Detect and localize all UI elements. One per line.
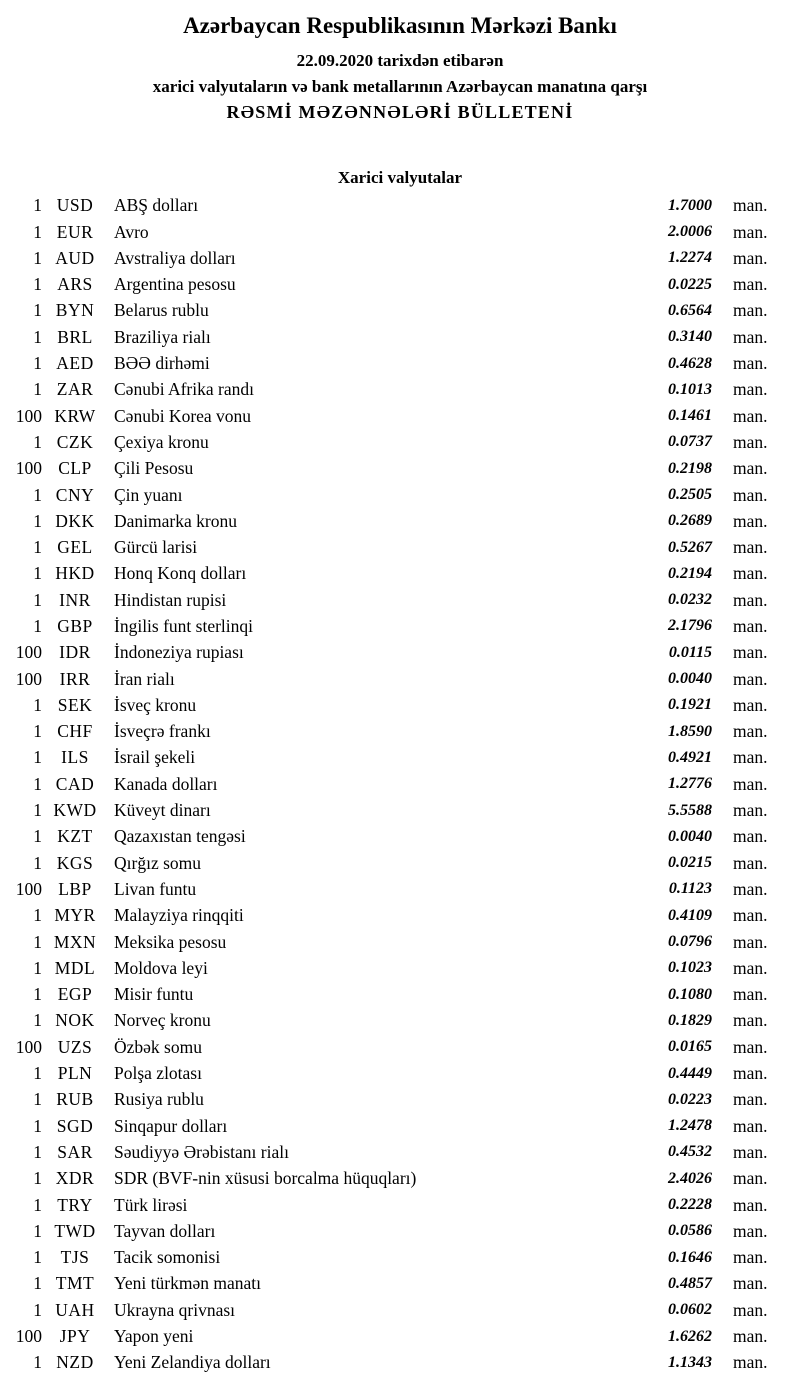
unit-cell: man. <box>733 431 768 452</box>
name-cell: Qazaxıstan tengəsi <box>114 826 246 847</box>
name-cell: Braziliya rialı <box>114 326 211 347</box>
unit-cell: man. <box>733 931 768 952</box>
table-row <box>0 1218 800 1244</box>
unit-cell: man. <box>733 1063 768 1084</box>
rate-cell: 2.4026 <box>668 1169 712 1187</box>
code-cell: XDR <box>55 1168 95 1189</box>
table-row <box>0 719 800 745</box>
table-row <box>0 1113 800 1139</box>
name-cell: Çili Pesosu <box>114 458 194 479</box>
qty-cell: 1 <box>33 300 42 321</box>
name-cell: ABŞ dolları <box>114 195 199 216</box>
page-title: Azərbaycan Respublikasının Mərkəzi Bankı <box>183 13 617 38</box>
table-row <box>0 850 800 876</box>
name-cell: Avro <box>114 221 149 242</box>
code-cell: CLP <box>58 458 92 479</box>
code-cell: CHF <box>57 721 93 742</box>
table-row <box>0 666 800 692</box>
qty-cell: 1 <box>33 484 42 505</box>
name-cell: Yeni türkmən manatı <box>114 1273 261 1294</box>
unit-cell: man. <box>733 1141 768 1162</box>
table-row <box>0 1166 800 1192</box>
unit-cell: man. <box>733 826 768 847</box>
qty-cell: 1 <box>33 247 42 268</box>
rate-cell: 0.4628 <box>668 354 712 372</box>
rate-cell: 0.2228 <box>668 1196 712 1214</box>
unit-cell: man. <box>733 195 768 216</box>
name-cell: Özbək somu <box>114 1036 202 1057</box>
table-row <box>0 1087 800 1113</box>
name-cell: Belarus rublu <box>114 300 209 321</box>
name-cell: Sinqapur dolları <box>114 1115 228 1136</box>
table-row <box>0 929 800 955</box>
qty-cell: 1 <box>33 1352 42 1373</box>
rate-cell: 0.0232 <box>668 591 712 609</box>
table-row <box>0 797 800 823</box>
unit-cell: man. <box>733 747 768 768</box>
name-cell: Ukrayna qrivnası <box>114 1299 236 1320</box>
table-row <box>0 508 800 534</box>
unit-cell: man. <box>733 800 768 821</box>
qty-cell: 1 <box>33 1063 42 1084</box>
unit-cell: man. <box>733 1247 768 1268</box>
name-cell: İran rialı <box>114 668 175 689</box>
code-cell: USD <box>56 195 94 216</box>
qty-cell: 1 <box>33 1273 42 1294</box>
name-cell: Tacik somonisi <box>114 1247 221 1268</box>
table-row <box>0 1297 800 1323</box>
unit-cell: man. <box>733 905 768 926</box>
code-cell: BRL <box>57 326 93 347</box>
unit-cell: man. <box>733 563 768 584</box>
unit-cell: man. <box>733 957 768 978</box>
rate-cell: 1.2776 <box>668 775 712 793</box>
rate-cell: 0.1123 <box>668 880 712 898</box>
rate-cell: 0.1461 <box>668 407 712 425</box>
unit-cell: man. <box>733 1036 768 1057</box>
table-row <box>0 1139 800 1165</box>
unit-cell: man. <box>733 247 768 268</box>
rate-cell: 0.4532 <box>668 1143 712 1161</box>
unit-cell: man. <box>733 1299 768 1320</box>
code-cell: EUR <box>56 221 94 242</box>
rate-cell: 0.0225 <box>668 275 712 293</box>
table-row <box>0 403 800 429</box>
qty-cell: 1 <box>33 221 42 242</box>
qty-cell: 100 <box>15 642 42 663</box>
rate-cell: 0.0165 <box>668 1038 712 1056</box>
name-cell: Honq Konq dolları <box>114 563 247 584</box>
qty-cell: 1 <box>33 852 42 873</box>
name-cell: İsveçrə frankı <box>114 721 211 742</box>
code-cell: GBP <box>57 615 93 636</box>
rate-cell: 5.5588 <box>668 801 712 819</box>
table-row <box>0 903 800 929</box>
rate-cell: 0.4449 <box>668 1064 712 1082</box>
table-row <box>0 824 800 850</box>
unit-cell: man. <box>733 221 768 242</box>
rate-cell: 0.0796 <box>668 933 712 951</box>
name-cell: Rusiya rublu <box>114 1089 204 1110</box>
name-cell: İngilis funt sterlinqi <box>114 615 254 636</box>
name-cell: Moldova leyi <box>114 957 208 978</box>
code-cell: TWD <box>54 1220 96 1241</box>
code-cell: PLN <box>57 1063 93 1084</box>
qty-cell: 1 <box>33 721 42 742</box>
table-row <box>0 1350 800 1376</box>
unit-cell: man. <box>733 353 768 374</box>
rate-cell: 1.1343 <box>668 1353 712 1371</box>
code-cell: GEL <box>57 537 93 558</box>
code-cell: ILS <box>61 747 89 768</box>
name-cell: İndoneziya rupiası <box>114 642 244 663</box>
unit-cell: man. <box>733 1115 768 1136</box>
qty-cell: 1 <box>33 773 42 794</box>
rate-cell: 0.1013 <box>668 380 712 398</box>
unit-cell: man. <box>733 537 768 558</box>
table-row <box>0 587 800 613</box>
code-cell: CAD <box>55 773 95 794</box>
code-cell: SGD <box>56 1115 94 1136</box>
code-cell: HKD <box>55 563 95 584</box>
qty-cell: 1 <box>33 510 42 531</box>
name-cell: Türk lirəsi <box>114 1194 188 1215</box>
qty-cell: 1 <box>33 1089 42 1110</box>
code-cell: TRY <box>57 1194 93 1215</box>
unit-cell: man. <box>733 878 768 899</box>
name-cell: Cənubi Korea vonu <box>114 405 252 426</box>
code-cell: EGP <box>57 984 93 1005</box>
table-row <box>0 456 800 482</box>
qty-cell: 1 <box>33 957 42 978</box>
rate-cell: 0.1080 <box>668 985 712 1003</box>
rate-cell: 0.0040 <box>668 827 712 845</box>
unit-cell: man. <box>733 852 768 873</box>
code-cell: UAH <box>55 1299 95 1320</box>
qty-cell: 1 <box>33 274 42 295</box>
qty-cell: 1 <box>33 589 42 610</box>
qty-cell: 1 <box>33 537 42 558</box>
table-row <box>0 1271 800 1297</box>
rate-cell: 0.1921 <box>668 696 712 714</box>
unit-cell: man. <box>733 615 768 636</box>
name-cell: Tayvan dolları <box>114 1220 216 1241</box>
name-cell: Kanada dolları <box>114 773 218 794</box>
qty-cell: 1 <box>33 1141 42 1162</box>
rate-cell: 0.2689 <box>668 512 712 530</box>
code-cell: NOK <box>55 1010 95 1031</box>
unit-cell: man. <box>733 773 768 794</box>
unit-cell: man. <box>733 379 768 400</box>
name-cell: İsrail şekeli <box>114 747 196 768</box>
name-cell: Çin yuanı <box>114 484 183 505</box>
rate-cell: 2.1796 <box>668 617 712 635</box>
code-cell: ARS <box>57 274 93 295</box>
rate-cell: 0.0223 <box>668 1090 712 1108</box>
unit-cell: man. <box>733 984 768 1005</box>
rate-cell: 0.0737 <box>668 433 712 451</box>
code-cell: RUB <box>56 1089 94 1110</box>
name-cell: Qırğız somu <box>114 852 202 873</box>
rate-cell: 0.0040 <box>668 670 712 688</box>
name-cell: Cənubi Afrika randı <box>114 379 254 400</box>
qty-cell: 1 <box>33 694 42 715</box>
unit-cell: man. <box>733 405 768 426</box>
unit-cell: man. <box>733 484 768 505</box>
table-row <box>0 1008 800 1034</box>
table-row <box>0 640 800 666</box>
qty-cell: 100 <box>15 1326 42 1346</box>
code-cell: KRW <box>54 405 96 426</box>
qty-cell: 1 <box>33 984 42 1005</box>
table-row <box>0 982 800 1008</box>
table-row <box>0 771 800 797</box>
table-row <box>0 692 800 718</box>
qty-cell: 100 <box>15 458 42 479</box>
qty-cell: 1 <box>33 1115 42 1136</box>
name-cell: Səudiyyə Ərəbistanı rialı <box>114 1141 289 1162</box>
unit-cell: man. <box>733 510 768 531</box>
code-cell: CNY <box>55 484 95 505</box>
rate-cell: 1.2478 <box>668 1117 712 1135</box>
qty-cell: 1 <box>33 615 42 636</box>
unit-cell: man. <box>733 694 768 715</box>
rate-cell: 0.0586 <box>668 1222 712 1240</box>
table-row <box>0 1060 800 1086</box>
table-row <box>0 534 800 560</box>
rate-cell: 0.4921 <box>668 748 712 766</box>
unit-cell: man. <box>733 668 768 689</box>
date-line: 22.09.2020 tarixdən etibarən <box>296 50 504 70</box>
table-row <box>0 876 800 902</box>
table-row <box>0 1034 800 1060</box>
qty-cell: 100 <box>15 878 42 899</box>
rate-cell: 0.1023 <box>668 959 712 977</box>
rate-cell: 0.6564 <box>668 301 712 319</box>
qty-cell: 100 <box>15 668 42 689</box>
rate-cell: 0.1646 <box>668 1248 712 1266</box>
qty-cell: 1 <box>33 747 42 768</box>
name-cell: Norveç kronu <box>114 1010 211 1031</box>
name-cell: SDR (BVF-nin xüsusi borcalma hüquqları) <box>114 1168 417 1189</box>
table-row <box>0 613 800 639</box>
name-cell: Çexiya kronu <box>114 431 209 452</box>
qty-cell: 1 <box>33 826 42 847</box>
qty-cell: 1 <box>33 563 42 584</box>
code-cell: KWD <box>53 800 97 821</box>
rate-cell: 1.2274 <box>668 249 712 267</box>
code-cell: MXN <box>53 931 97 952</box>
code-cell: ZAR <box>56 379 94 400</box>
table-row <box>0 745 800 771</box>
rate-cell: 0.5267 <box>668 538 712 556</box>
rate-cell: 0.2505 <box>668 486 712 503</box>
unit-cell: man. <box>733 1352 768 1373</box>
code-cell: AED <box>56 353 94 374</box>
code-cell: JPY <box>59 1326 91 1346</box>
unit-cell: man. <box>733 589 768 610</box>
code-cell: IDR <box>59 642 91 663</box>
unit-cell: man. <box>733 458 768 479</box>
name-cell: Hindistan rupisi <box>114 589 227 610</box>
qty-cell: 1 <box>33 326 42 347</box>
section-title: Xarici valyutalar <box>337 167 463 187</box>
unit-cell: man. <box>733 1326 768 1346</box>
unit-cell: man. <box>733 1168 768 1189</box>
table-row <box>0 271 800 297</box>
table-row <box>0 377 800 403</box>
code-cell: SAR <box>57 1141 93 1162</box>
qty-cell: 1 <box>33 800 42 821</box>
qty-cell: 1 <box>33 1194 42 1215</box>
table-row <box>0 193 800 219</box>
code-cell: TJS <box>60 1247 90 1268</box>
table-row <box>0 1323 800 1349</box>
code-cell: KZT <box>57 826 93 847</box>
code-cell: IRR <box>59 668 91 689</box>
code-cell: DKK <box>55 510 95 531</box>
rate-cell: 0.3140 <box>668 328 712 346</box>
table-row <box>0 298 800 324</box>
name-cell: İsveç kronu <box>114 694 197 715</box>
code-cell: SEK <box>57 694 93 715</box>
qty-cell: 100 <box>15 405 42 426</box>
name-cell: Malayziya rinqqiti <box>114 905 244 926</box>
name-cell: Gürcü larisi <box>114 537 198 558</box>
rate-cell: 0.1829 <box>668 1011 712 1029</box>
code-cell: CZK <box>56 431 94 452</box>
unit-cell: man. <box>733 1194 768 1215</box>
qty-cell: 1 <box>33 931 42 952</box>
name-cell: Yapon yeni <box>114 1326 194 1346</box>
unit-cell: man. <box>733 642 768 663</box>
table-row <box>0 219 800 245</box>
table-row <box>0 324 800 350</box>
qty-cell: 1 <box>33 905 42 926</box>
qty-cell: 1 <box>33 1247 42 1268</box>
name-cell: Livan funtu <box>114 878 197 899</box>
qty-cell: 100 <box>15 1036 42 1057</box>
rate-cell: 0.4857 <box>668 1274 712 1292</box>
code-cell: AUD <box>55 247 95 268</box>
bulletin-title: RƏSMİ MƏZƏNNƏLƏRİ BÜLLETENİ <box>226 101 574 122</box>
qty-cell: 1 <box>33 379 42 400</box>
code-cell: KGS <box>56 852 94 873</box>
unit-cell: man. <box>733 1220 768 1241</box>
rate-cell: 0.0215 <box>668 854 712 872</box>
name-cell: Polşa zlotası <box>114 1063 202 1084</box>
name-cell: Meksika pesosu <box>114 931 227 952</box>
name-cell: BƏƏ dirhəmi <box>114 353 210 374</box>
code-cell: MYR <box>54 905 96 926</box>
table-row <box>0 1192 800 1218</box>
unit-cell: man. <box>733 300 768 321</box>
name-cell: Misir funtu <box>114 984 194 1005</box>
qty-cell: 1 <box>33 1168 42 1189</box>
table-row <box>0 245 800 271</box>
code-cell: TMT <box>55 1273 95 1294</box>
name-cell: Avstraliya dolları <box>114 247 236 268</box>
qty-cell: 1 <box>33 195 42 216</box>
name-cell: Küveyt dinarı <box>114 800 211 821</box>
unit-cell: man. <box>733 721 768 742</box>
table-row <box>0 429 800 455</box>
rate-cell: 0.4109 <box>668 906 712 924</box>
table-row <box>0 955 800 981</box>
qty-cell: 1 <box>33 1010 42 1031</box>
rate-cell: 0.0602 <box>668 1301 712 1319</box>
code-cell: UZS <box>57 1036 93 1057</box>
rate-cell: 0.2198 <box>668 459 712 477</box>
name-cell: Argentina pesosu <box>114 274 236 295</box>
unit-cell: man. <box>733 1273 768 1294</box>
table-row <box>0 350 800 376</box>
code-cell: NZD <box>56 1352 94 1373</box>
qty-cell: 1 <box>33 353 42 374</box>
unit-cell: man. <box>733 326 768 347</box>
code-cell: INR <box>59 589 91 610</box>
subtitle: xarici valyutaların və bank metallarının Azərbaycan manatına qarşı <box>152 76 648 96</box>
rates-table <box>0 193 800 1376</box>
table-row <box>0 1244 800 1270</box>
rate-cell: 1.6262 <box>668 1327 712 1345</box>
unit-cell: man. <box>733 1010 768 1031</box>
rate-cell: 0.0115 <box>668 643 712 661</box>
rate-cell: 2.0006 <box>668 223 712 241</box>
rate-cell: 0.2194 <box>668 564 712 582</box>
table-row <box>0 482 800 508</box>
qty-cell: 1 <box>33 1299 42 1320</box>
unit-cell: man. <box>733 1089 768 1110</box>
code-cell: MDL <box>54 957 96 978</box>
code-cell: LBP <box>58 878 92 899</box>
qty-cell: 1 <box>33 431 42 452</box>
unit-cell: man. <box>733 274 768 295</box>
name-cell: Yeni Zelandiya dolları <box>114 1352 271 1373</box>
rate-cell: 1.7000 <box>668 196 712 214</box>
table-row <box>0 561 800 587</box>
rate-cell: 1.8590 <box>668 722 712 740</box>
code-cell: BYN <box>55 300 95 321</box>
qty-cell: 1 <box>33 1220 42 1241</box>
name-cell: Danimarka kronu <box>114 510 237 531</box>
